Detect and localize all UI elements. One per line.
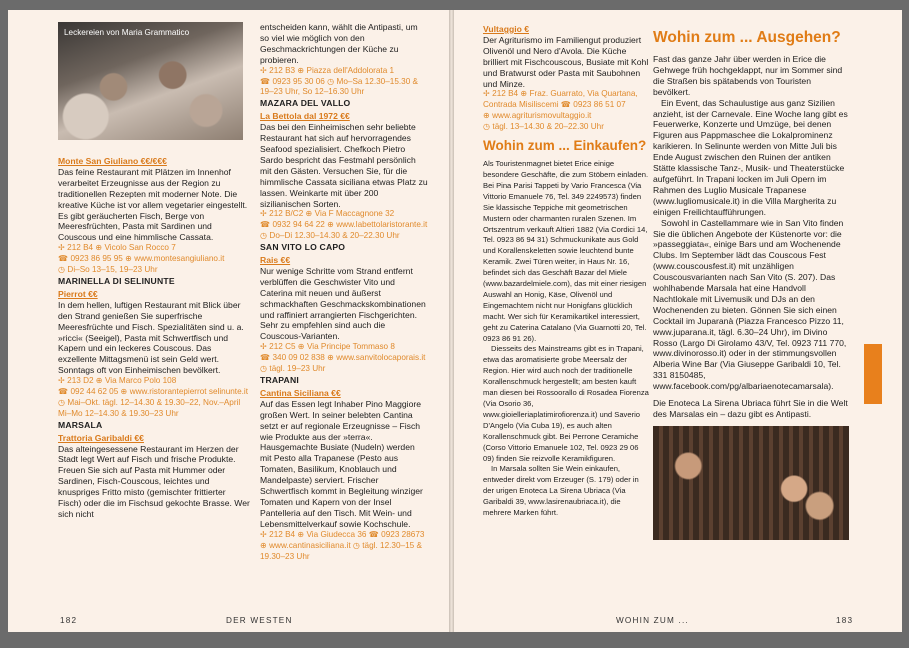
enoteca-photo-caption: Die Enoteca La Sirena Ubriaca führt Sie in die Welt des Marsalas ein – dazu gibt es Antipasti.	[653, 398, 848, 419]
info-line: ◷ tägl. 13–14.30 & 20–22.30 Uhr	[483, 122, 604, 132]
cookies-photo	[58, 22, 243, 140]
right-column-2	[653, 22, 849, 540]
restaurant-name[interactable]: Monte San Giuliano €€/€€€	[58, 156, 167, 166]
page-number-left: 182	[60, 616, 78, 625]
left-column-1-entries	[58, 156, 251, 520]
restaurant-name[interactable]: Pierrot €€	[58, 288, 98, 299]
restaurant-name[interactable]: Trattoria Garibaldi €€	[58, 432, 144, 443]
info-line: ✢ 212 B4 ⊕ Via Giudecca 36 ☎ 0923 28673	[260, 529, 425, 539]
body-text: Das alteingesessene Restaurant im Herzen der Stadt legt Wert auf Fisch und frische Produkte. Freuen Sie sich auf Pasta mit Hummer oder Sardinen, Fisch-Couscous, leichtes und knuspriges Fritto misto (gemischter frittierter Fisch) oder die im Fischsud gekochte Brasse. Wer sich nicht	[58, 443, 250, 519]
shop-text: Als Touristenmagnet bietet Erice einige besondere Geschäfte, die zum Stöbern einladen. Bei Pina Parisi Tappeti by Vario Francesca (Via Vittorio Emanuele 76, Tel. 349 2249573) finden Sie klassische Teppiche mit geometrischen Mustern oder charmanten ruralen Szenen. Im Ortszentrum verkauft Altieri 1882 (Via Cordici 14, Tel. 0923 86 94 31) Schmuckunikate aus Gold und Korallenskeletten sowie leuchtend bunte Keramik. Zwei Türen weiter, in Haus Nr. 16, befindet sich das Geschäft Bazar del Miele (www.bazardelmiele.com), das mit einer riesigen Auswahl an Honig, Käse, Olivenöl und Eingemachtem nicht nur Honigfans glücklich macht. Wer sich für Keramikartikel interessiert, geht zu Caterina Catalano (Via Guarnotti 20, Tel. 0923 86 91 26).	[483, 159, 649, 343]
shop-text-3: In Marsala sollten Sie Wein einkaufen, entweder direkt vom Erzeuger (S. 179) oder in der urigen Enoteca La Sirena Ubriaca (Via Garibaldi 39, www.lasirenaubriaca.it), die mehrere Marken führt.	[483, 464, 639, 518]
shop-text-2: Diesseits des Mainstreams gibt es in Trapani, etwa das aromatisierte grobe Meersalz der Region. Hier wird auch noch der traditionelle Korallenschmuck hergestellt; am besten kauft man diesen bei Rossoorallo di Rosadea Fiorenza (Via Osorio 36, www.gioielleriaplatimirofiorenza.it) und Saverio D'Angelo (Via Cuba 19), es auch alten Korallenschmuck gibt. Bei Perrone Ceramiche (Corso Vittorio Emanuele 102, Tel. 0923 29 06 09) finden Sie reizvolle Keramikfiguren.	[483, 344, 649, 463]
info-line: ◷ Do–Di 12.30–14.30 & 20–22.30 Uhr	[260, 231, 400, 241]
page-number-right: 183	[836, 616, 854, 625]
info-line: ✢ 212 C5 ⊕ Via Principe Tommaso 8	[260, 342, 395, 352]
body-text: Nur wenige Schritte vom Strand entfernt verblüffen die Geschwister Vito und Caterina mit neuen und äußerst schmackhaften Geschmackskombinationen und raffiniert arrangierten Fischgerichten. Sehr zu empfehlen sind auch die Couscous-Varianten.	[260, 265, 426, 342]
town-heading: MARINELLA DI SELINUNTE	[58, 275, 175, 286]
restaurant-name[interactable]: Cantina Siciliana €€	[260, 387, 341, 398]
right-page	[454, 10, 902, 632]
town-heading: TRAPANI	[260, 375, 299, 385]
restaurant-name[interactable]: Vultaggio €	[483, 24, 529, 34]
info-line: ⊕ www.cantinasiciliana.it ◷ tägl. 12.30–15 & 19.30–23 Uhr	[260, 540, 422, 561]
info-line: ✢ 212 B3 ⊕ Piazza dell'Addolorata 1	[260, 65, 395, 75]
out-paragraph-3: Sowohl in Castellammare wie in San Vito finden Sie die üblichen Angebote der Küstenorte vor: die »passeggiata«, einige Bars und am Wochenende Clubs. Im September lädt das Couscous Fest (www.couscousfest.it) mit unzähligen Couscousvarianten nach San Vito (S. 207). Das wohlhabende Marsala hat eine Handvoll Nachtlokale mit Livemusik und DJs an den Wochenenden zu bieten. Gönnen Sie sich einen Cocktail im Juparanà (Piazza Francesco Pizzo 11, www.juparana.it, tägl. 6.30–24 Uhr), im Divino Rosso (Largo Di Girolamo 43/V, Tel. 0923 711 770, www.divinorosso.it) oder in der stimmungsvollen Alberia Wine Bar (Via Giuseppe Garibaldi 10, Tel. 331 8150485, www.facebook.com/pg/albariaenotecamarsala).	[653, 217, 847, 392]
right-column-1	[483, 22, 649, 519]
info-line: ✢ 212 B4 ⊕ Fraz. Guarrato, Via Quartana, Contrada Misiliscemi ☎ 0923 86 51 07	[483, 89, 638, 110]
town-heading: MARSALA	[58, 419, 103, 430]
body-text: Das feine Restaurant mit Plätzen im Innenhof verarbeitet Erzeugnisse aus der Region zu traditionellen Rezepten mit moderner Note. Die kreative Küche ist vor allem vegetarier eingestellt. Es gibt geräucherten Fisch, Berge von Meeresfrüchten, Pasta mit Sardinen und Couscous und eine himmlische Cassata.	[58, 166, 248, 243]
body-text: Das bei den Einheimischen sehr beliebte Restaurant hat sich auf hervorragendes Seafood spezialisiert. Chefkoch Pietro Sardo bespricht das Festmahl persönlich mit den Gästen. Versuchen Sie, für die himmlische Cassata siciliana etwas Platz zu lassen. Weinkarte mit über 200 sizilianischen Sorten.	[260, 122, 428, 209]
out-paragraph-2: Ein Event, das Schaulustige aus ganz Sizilien anzieht, ist der Carnevale. Eine Woche lang gibt es Feuerwerke, Konzerte und Umzüge, bei denen Figuren aus Pappmaschee die Lokalprominenz karikieren. In Selinunte werden von Mitte Juli bis Ende August zwischen den Ruinen der antiken Stätte klassische Tanz-, Musik- und Theaterstücke aufgeführt. In Trapani locken im Juli Opern im Rahmen des Luglio Musicale Trapanese (www.lugliomusicale.it) in die Villa Margherita zu einigen Freilichtaufführungen.	[653, 97, 848, 217]
info-line: ☎ 092 44 62 05 ⊕ www.ristorantepierrot selinunte.it ◷ Mai–Okt. tägl. 12–14.30 & 19.30–22, Nov.–April Mi–Mo 12–14.30 & 19.30–23 Uhr	[58, 387, 249, 418]
left-column-2	[260, 22, 428, 562]
town-heading: MAZARA DEL VALLO	[260, 98, 351, 109]
out-paragraph-1: Fast das ganze Jahr über werden in Erice die Gehwege früh hochgeklappt, nur im Sommer sind die Straßen bis spätabends von Touristen bevölkert.	[653, 54, 843, 97]
info-line: ✢ 213 D2 ⊕ Via Marco Polo 108	[58, 376, 177, 386]
photo-caption: Leckereien von Maria Grammatico	[64, 28, 190, 37]
info-line: ✢ 212 B4 ⊕ Vicolo San Rocco 7	[58, 243, 176, 253]
footer-title-left: DER WESTEN	[226, 616, 293, 625]
restaurant-name[interactable]: La Bettola dal 1972 €€	[260, 111, 350, 122]
info-line: ⊕ www.agriturismovultaggio.it	[483, 111, 592, 121]
enoteca-photo	[653, 426, 849, 540]
footer-title-right: WOHIN ZUM ...	[616, 616, 689, 625]
left-column-1	[58, 22, 251, 520]
info-line: ◷ tägl. 19–23 Uhr	[260, 364, 326, 374]
info-line: ◷ Di–So 13–15, 19–23 Uhr	[58, 265, 158, 275]
shop-heading: Wohin zum ... Einkaufen?	[483, 138, 647, 154]
info-line: ☎ 0923 95 30 06 ◷ Mo–Sa 12.30–15.30 & 19–23 Uhr, So 12–16.30 Uhr	[260, 76, 419, 97]
body-text: Auf das Essen legt Inhaber Pino Maggiore großen Wert. In seiner belebten Cantina setzt er auf regionale Erzeugnisse – Fisch wie Produkte aus der »terra«. Hausgemachte Busiate (Nudeln) werden mit Pesto alla Trapanese (Pesto aus Tomaten, Basilikum, Knoblauch und Mandelpaste) serviert. Frischer Schwertfisch kommt in Begleitung winziger Tomaten und Kapern von der Insel Pantelleria auf den Tisch. Mit Wein- und Lebensmittelverkauf sowie Kochschule.	[260, 398, 423, 529]
section-tab-marker	[864, 344, 882, 404]
body-text: Der Agriturismo im Familiengut produziert Olivenöl und Nero d'Avola. Die Küche brilliert mit Fischcouscous, Busiate mit Kohl und Bratwurst oder Pasta mit Saubohnen und Minze.	[483, 34, 649, 89]
body-text: entscheiden kann, wählt die Antipasti, um so viel wie möglich von den Geschmackrichtungen der Küche zu probieren.	[260, 22, 418, 65]
body-text: In dem hellen, luftigen Restaurant mit Blick über den Strand genießen Sie superfrische Meeresfrüchte und Fisch. Spezialitäten sind u. a. »ricci« (Seeigel), Pasta mit Schwertfisch und Kapern und ein leckeres Couscous. Das exzellente Mittagsmenü ist sein Geld wert. Sonntags oft von Einheimischen bevölkert.	[58, 299, 244, 376]
out-heading: Wohin zum ... Ausgehen?	[653, 29, 841, 46]
vultaggio-entry	[483, 24, 649, 133]
info-line: ☎ 0932 94 64 22 ⊕ www.labettolaristorante.it	[260, 220, 428, 230]
left-page	[8, 10, 449, 632]
restaurant-name[interactable]: Rais €€	[260, 255, 291, 266]
info-line: ☎ 340 09 02 838 ⊕ www.sanvitolocaporais.it	[260, 353, 426, 363]
info-line: ✢ 212 B/C2 ⊕ Via F Maccagnone 32	[260, 209, 395, 219]
info-line: ☎ 0923 86 95 95 ⊕ www.montesangiuliano.it	[58, 254, 225, 264]
town-heading: SAN VITO LO CAPO	[260, 242, 346, 253]
